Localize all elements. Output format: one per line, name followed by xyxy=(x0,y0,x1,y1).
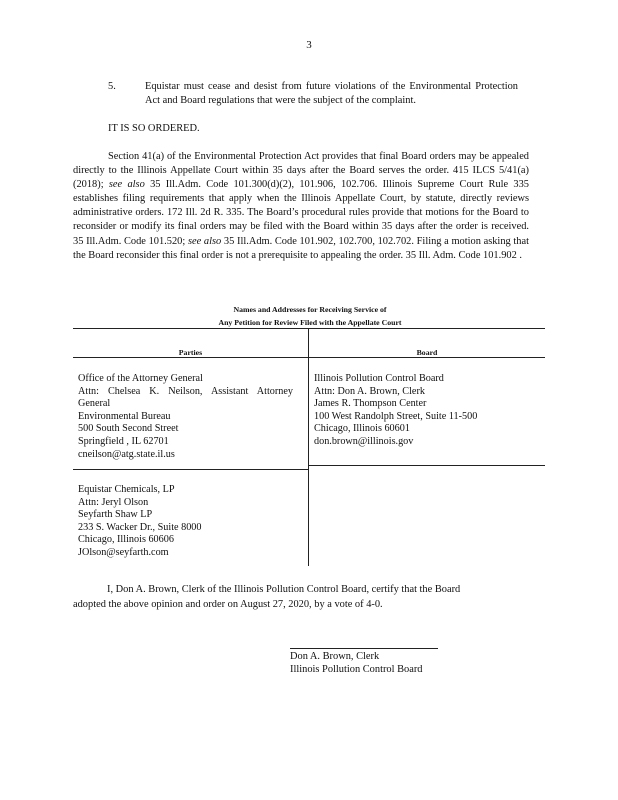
appeal-text-part1: Section 41(a) of the Environmental Protection Act provides that final Board orders may be appealed directly to the Illinois Appellate Court within 35 days after the Board serves the order. 415 ILCS 5/41(a) (2018); xyxy=(73,151,529,191)
so-ordered-statement: IT IS SO ORDERED. xyxy=(108,123,200,134)
see-also-1: see also xyxy=(108,179,145,191)
appeal-text-part3: 35 Ill.Adm. Code 101.902, 102.700, 102.702. Filing a motion asking that the Board reconsider this final order is not a prerequisite to appealing the order. 35 Ill. Adm. Code 101.902 . xyxy=(73,235,529,261)
ag-email: cneilson@atg.state.il.us xyxy=(78,448,175,460)
certification-line1: I, Don A. Brown, Clerk of the Illinois Pollution Control Board, certify that the Board xyxy=(107,584,461,595)
col-header-board: Board xyxy=(416,348,438,357)
board-center: James R. Thompson Center xyxy=(314,398,427,410)
board-attn: Attn: Don A. Brown, Clerk xyxy=(314,385,425,397)
order-item-number: 5. xyxy=(108,81,116,92)
attorney-general-address xyxy=(78,373,293,461)
equistar-city: Chicago, Illinois 60606 xyxy=(78,534,174,546)
order-item-text: Equistar must cease and desist from future violations of the Environmental Protection Act and Board regulations that were the subject of the complaint. xyxy=(145,81,518,106)
ag-name: Office of the Attorney General xyxy=(78,373,203,384)
certification-line2: adopted the above opinion and order on August 27, 2020, by a vote of 4-0. xyxy=(73,598,383,610)
board-separator xyxy=(309,465,545,466)
ag-bureau: Environmental Bureau xyxy=(78,410,171,422)
equistar-address xyxy=(78,484,293,560)
page-number: 3 xyxy=(306,39,312,51)
col-header-parties: Parties xyxy=(178,348,203,357)
board-street: 100 West Randolph Street, Suite 11-500 xyxy=(314,410,478,422)
signature-name: Don A. Brown, Clerk xyxy=(290,651,380,662)
parties-separator xyxy=(73,469,308,470)
order-item-5 xyxy=(108,80,518,108)
ag-street: 500 South Second Street xyxy=(78,423,179,435)
equistar-name: Equistar Chemicals, LP xyxy=(78,484,175,495)
table-top-rule xyxy=(73,328,545,329)
signature-block xyxy=(290,650,423,676)
ag-attn: Attn: Chelsea K. Neilson, Assistant Attorney General xyxy=(78,385,293,410)
equistar-attn: Attn: Jeryl Olson xyxy=(78,496,149,508)
see-also-2: see also xyxy=(187,235,222,247)
service-list-heading xyxy=(160,303,460,329)
service-heading-line2: Any Petition for Review Filed with the Appellate Court xyxy=(218,318,402,327)
board-city: Chicago, Illinois 60601 xyxy=(314,423,410,435)
equistar-street: 233 S. Wacker Dr., Suite 8000 xyxy=(78,521,202,533)
equistar-email: JOlson@seyfarth.com xyxy=(78,546,169,558)
table-column-divider xyxy=(308,328,309,566)
board-name: Illinois Pollution Control Board xyxy=(314,373,444,384)
clerk-certification xyxy=(73,583,525,612)
service-heading-line1: Names and Addresses for Receiving Service of xyxy=(233,305,387,314)
appeal-text-part2: 35 Ill.Adm. Code 101.300(d)(2), 101.906, 102.706. Illinois Supreme Court Rule 335 establishes filing requirements that apply when the Illinois Appellate Court, by statute, directly reviews administrative orders. 172 Ill. 2d R. 335. The Board’s procedural rules provide that motions for the Board to reconsider or modify its final orders may be filed with the Board within 35 days after the order is received. 35 Ill.Adm. Code 101.520; xyxy=(73,179,530,247)
service-table xyxy=(73,328,545,566)
ag-city: Springfield , IL 62701 xyxy=(78,435,169,447)
board-email: don.brown@illinois.gov xyxy=(314,435,414,447)
equistar-firm: Seyfarth Shaw LP xyxy=(78,509,153,521)
signature-org: Illinois Pollution Control Board xyxy=(290,664,423,675)
appeal-paragraph xyxy=(73,150,529,263)
board-address xyxy=(314,373,542,449)
signature-line xyxy=(290,648,438,649)
